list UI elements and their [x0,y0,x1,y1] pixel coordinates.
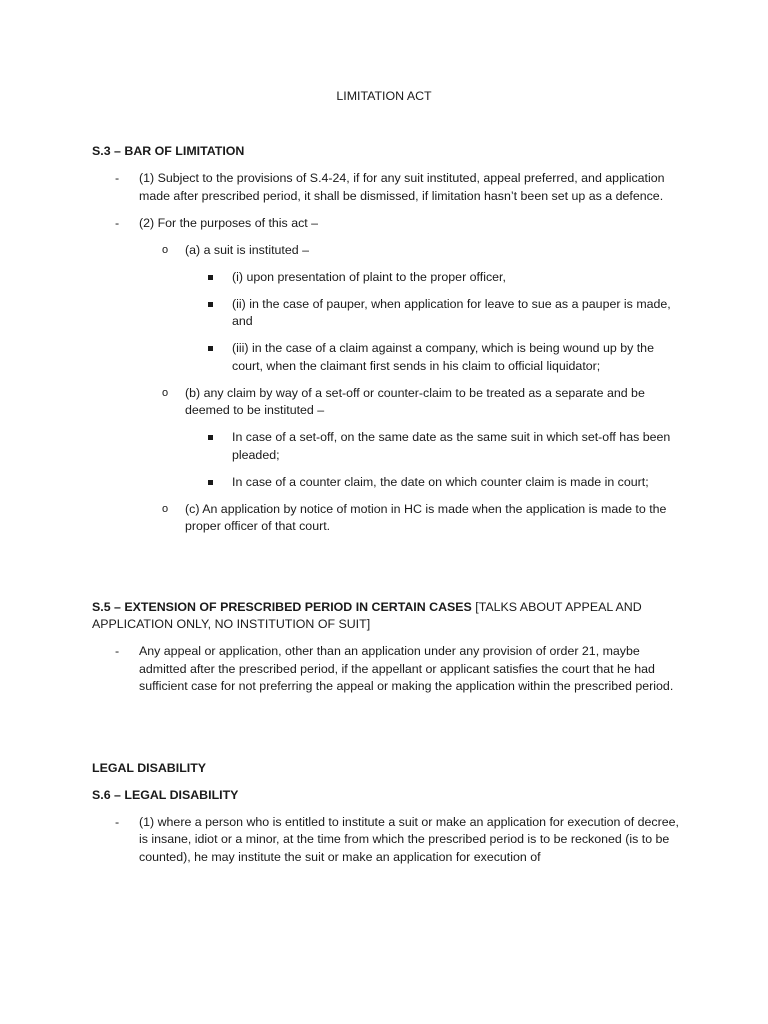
list-item-text: (1) Subject to the provisions of S.4-24, if for any suit instituted, appeal preferred, and application made after prescribed period, it shall be dismissed, if limitation hasn’t been set up as a defence. [139,171,665,203]
list-item-text: (1) where a person who is entitled to institute a suit or make an application for execution of decree, is insane, idiot or a minor, at the time from which the prescribed period is to be reckoned (is to be counted), he may institute the suit or make an application for execution of [139,814,679,864]
square-bullet-icon [208,346,213,351]
list-item-text: (c) An application by notice of motion in HC is made when the application is made to the proper officer of that court. [185,501,667,533]
square-bullet-icon [208,480,213,485]
list-item [92,170,680,205]
list-item [92,385,680,420]
list-item-text: Any appeal or application, other than an application under any provision of order 21, maybe admitted after the prescribed period, if the appellant or applicant satisfies the court that he had sufficient case for not preferring the appeal or making the application within the prescribed period. [139,644,674,693]
dash-bullet: - [115,171,120,185]
list-item [92,474,680,492]
dash-bullet: - [115,215,120,230]
list-item-text: (b) any claim by way of a set-off or counter-claim to be treated as a separate and be deemed to be instituted – [185,385,645,417]
document-body [92,143,680,866]
list-item [92,340,680,375]
list-item [92,215,680,233]
list-item-text: (a) a suit is instituted – [185,242,309,257]
section-heading-s5 [92,599,680,634]
list-item-text: (2) For the purposes of this act – [139,215,319,230]
section-heading-s3: S.3 – BAR OF LIMITATION [92,144,245,158]
document-title: LIMITATION ACT [336,89,432,103]
list-item-text: In case of a set-off, on the same date as the same suit in which set-off has been pleaded; [232,430,671,462]
square-bullet-icon [208,302,213,307]
dash-bullet: - [115,814,120,829]
circle-bullet: o [162,502,169,515]
square-bullet-icon [208,435,213,440]
list-item [92,429,680,464]
circle-bullet: o [162,386,169,399]
dash-bullet: - [115,644,120,658]
section-heading-s5-bold: S.5 – EXTENSION OF PRESCRIBED PERIOD IN CERTAIN CASES [92,599,472,614]
list-item-text: (i) upon presentation of plaint to the proper officer, [232,269,506,284]
section-heading-legal-disability: LEGAL DISABILITY [92,760,207,775]
list-item [92,643,680,696]
list-item-text: (ii) in the case of pauper, when application for leave to sue as a pauper is made, and [232,296,671,328]
square-bullet-icon [208,275,213,280]
circle-bullet: o [162,243,169,256]
list-item-text: In case of a counter claim, the date on which counter claim is made in court; [232,474,649,489]
section-heading-s6: S.6 – LEGAL DISABILITY [92,787,239,802]
list-item-text: (iii) in the case of a claim against a company, which is being wound up by the court, when the claimant first sends in his claim to official liquidator; [232,341,654,373]
list-item [92,296,680,331]
list-item [92,242,680,260]
section-heading-s5-note: [TALKS ABOUT APPEAL AND APPLICATION ONLY, NO INSTITUTION OF SUIT] [92,599,642,631]
list-item [92,814,680,867]
list-item [92,501,680,536]
list-item [92,269,680,287]
